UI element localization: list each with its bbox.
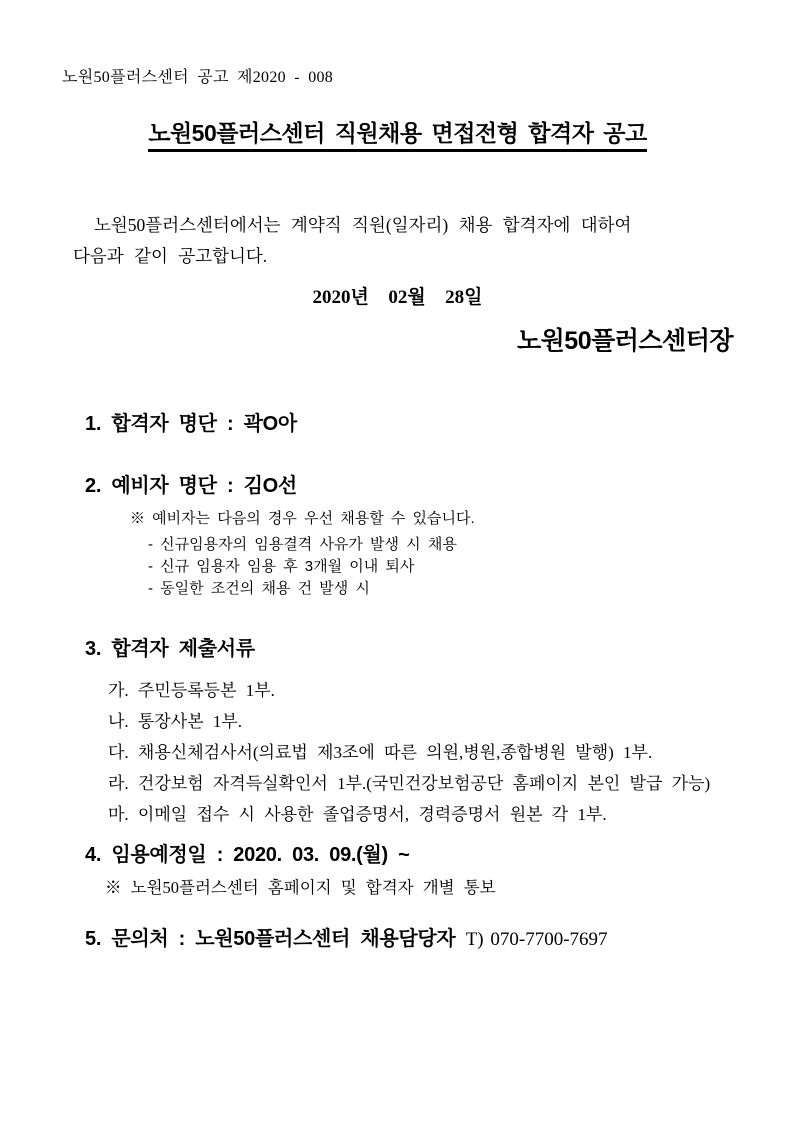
section-4-heading: 4. 임용예정일 : 2020. 03. 09.(월) ~	[85, 844, 410, 866]
date-line: 2020년 02월 28일	[312, 287, 483, 308]
section-reserve-list	[62, 469, 733, 600]
reserve-bullet: - 동일한 조건의 채용 건 발생 시	[148, 580, 370, 597]
intro-line-2: 다음과 같이 공고합니다.	[73, 246, 268, 266]
section-appointment-date	[62, 838, 733, 900]
document-item: 가. 주민등록등본 1부.	[108, 681, 275, 700]
reserve-bullet-list	[62, 534, 733, 600]
title-row	[62, 115, 733, 152]
reserve-bullet: - 신규임용자의 임용결격 사유가 발생 시 채용	[148, 536, 457, 553]
reserve-bullet: - 신규 임용자 임용 후 3개월 이내 퇴사	[148, 558, 415, 575]
section-1-heading: 1. 합격자 명단 : 곽O아	[85, 413, 297, 435]
intro-line-1: 노원50플러스센터에서는 계약직 직원(일자리) 채용 합격자에 대하여	[94, 215, 632, 235]
notify-note: ※ 노원50플러스센터 홈페이지 및 합격자 개별 통보	[105, 878, 496, 897]
page-title: 노원50플러스센터 직원채용 면접전형 합격자 공고	[148, 115, 647, 152]
contact-phone: T) 070-7700-7697	[465, 929, 608, 950]
document-item: 다. 채용신체검사서(의료법 제3조에 따른 의원,병원,종합병원 발행) 1부.	[108, 743, 653, 762]
section-5-heading	[85, 922, 733, 951]
reserve-note: ※ 예비자는 다음의 경우 우선 채용할 수 있습니다.	[130, 510, 475, 527]
section-pass-list	[62, 407, 733, 436]
document-item: 마. 이메일 접수 시 사용한 졸업증명서, 경력증명서 원본 각 1부.	[108, 805, 607, 824]
document-item: 나. 통장사본 1부.	[108, 712, 243, 731]
signer: 노원50플러스센터장	[516, 327, 733, 355]
contact-label: 5. 문의처 : 노원50플러스센터 채용담당자	[85, 928, 456, 950]
section-contact	[62, 922, 733, 951]
doc-number: 노원50플러스센터 공고 제2020 - 008	[62, 69, 334, 86]
intro-paragraph	[73, 210, 733, 272]
document-item-list	[108, 675, 733, 830]
section-documents	[62, 632, 733, 830]
section-2-heading: 2. 예비자 명단 : 김O선	[85, 475, 297, 497]
section-3-heading: 3. 합격자 제출서류	[85, 638, 255, 660]
document-item: 라. 건강보험 자격득실확인서 1부.(국민건강보험공단 홈페이지 본인 발급 가능)	[108, 774, 711, 793]
